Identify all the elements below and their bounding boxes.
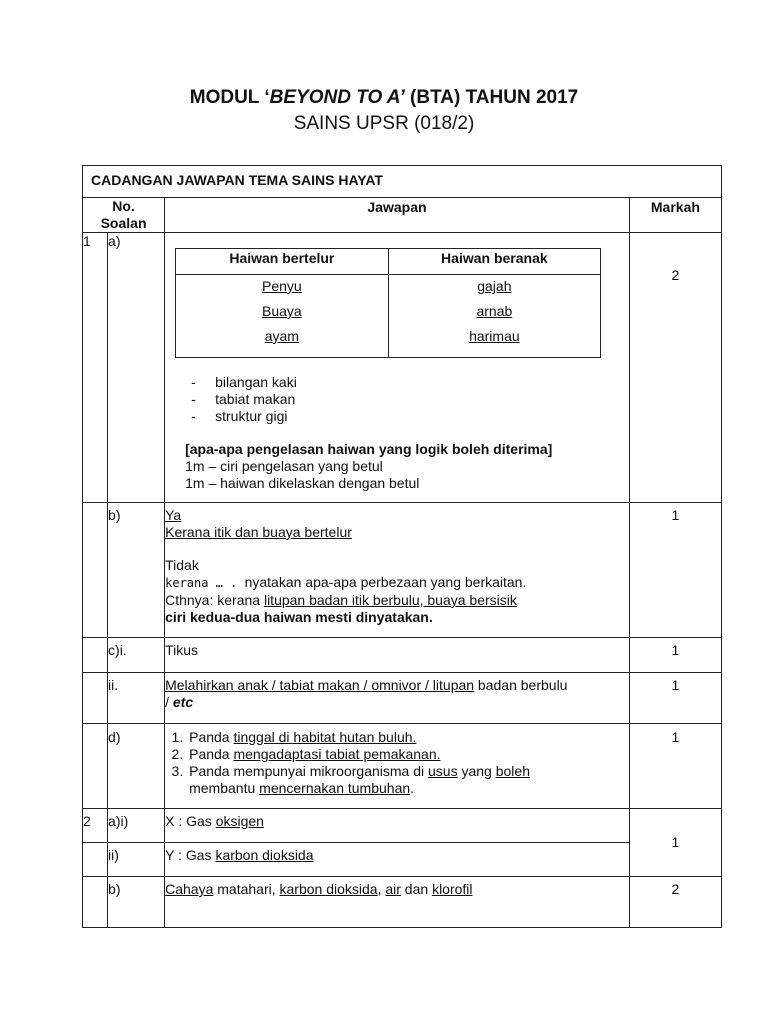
marking-notes <box>185 441 629 492</box>
header-no-soalan-text: No. Soalan <box>100 198 147 231</box>
answer-ya-reason: Kerana itik dan buaya bertelur <box>165 524 352 540</box>
answer-underline: klorofil <box>432 881 473 897</box>
animal-egg: Buaya <box>262 303 302 319</box>
sub-question-label: a) <box>108 233 165 503</box>
row-q2ai <box>83 809 722 843</box>
question-number-empty <box>83 724 108 809</box>
document-subtitle: SAINS UPSR (018/2) <box>293 113 475 134</box>
item-prefix: Panda mempunyai mikroorganisma di <box>189 763 428 779</box>
answer-underline: oksigen <box>215 813 264 829</box>
cthnya-prefix: Cthnya: kerana <box>165 592 264 608</box>
section-title-row <box>83 166 722 198</box>
mark-cell: 2 <box>629 233 721 503</box>
answer-item <box>187 746 629 763</box>
item-prefix: membantu <box>189 780 260 796</box>
mark-cell: 1 <box>629 503 721 638</box>
classification-row <box>176 328 600 357</box>
classification-table <box>176 249 600 357</box>
answer-underline: karbon dioksida <box>279 881 378 897</box>
answer-cell <box>165 673 630 724</box>
item-mid: yang <box>457 763 496 779</box>
answer-cthnya <box>165 592 629 609</box>
section-title: CADANGAN JAWAPAN TEMA SAINS HAYAT <box>83 166 722 198</box>
sub-question-label: b) <box>108 503 165 638</box>
answer-list <box>165 729 629 797</box>
row-q2aii <box>83 843 722 877</box>
classification-table-box <box>175 248 601 358</box>
question-number-empty <box>83 638 108 673</box>
answer-cell <box>165 503 630 638</box>
title-italic: BEYOND TO A’ <box>269 87 405 108</box>
answer-item <box>187 729 629 746</box>
answer-continued: badan berbulu <box>474 677 568 693</box>
answer-cell <box>165 233 630 503</box>
answer-cell <box>165 843 630 877</box>
animal-birth: arnab <box>476 303 513 319</box>
classification-row <box>176 275 600 304</box>
header-row <box>83 198 722 233</box>
header-markah: Markah <box>629 198 721 233</box>
sub-question-label: ii) <box>108 843 165 877</box>
sub-question-label: b) <box>108 877 165 928</box>
row-q1ci <box>83 638 722 673</box>
note-line: 1m – ciri pengelasan yang betul <box>185 458 383 474</box>
answer-cell: Tikus <box>165 638 630 673</box>
header-beranak: Haiwan beranak <box>388 249 600 275</box>
answer-bold-note: ciri kedua-dua haiwan mesti dinyatakan. <box>165 609 433 625</box>
answer-underline: karbon dioksida <box>215 847 314 863</box>
document-title <box>0 86 768 110</box>
kerana-prefix: kerana … . <box>165 576 245 590</box>
item-prefix: Panda <box>189 729 234 745</box>
animal-egg: ayam <box>264 328 299 344</box>
classification-row <box>176 303 600 328</box>
mark-cell: 2 <box>629 877 721 928</box>
mark-cell: 1 <box>629 638 721 673</box>
item-underline: mengadaptasi tabiat pemakanan. <box>233 746 441 762</box>
row-q1d <box>83 724 722 809</box>
note-bold: [apa-apa pengelasan haiwan yang logik boleh diterima] <box>185 441 553 457</box>
row-q1b <box>83 503 722 638</box>
mark-cell: 1 <box>629 724 721 809</box>
row-q1a <box>83 233 722 503</box>
answer-text: , <box>377 881 386 897</box>
answer-etc: etc <box>172 694 194 710</box>
criteria-item: - struktur gigi <box>191 408 629 425</box>
answer-cell <box>165 724 630 809</box>
question-number-empty <box>83 843 108 877</box>
answer-text: dan <box>400 881 433 897</box>
answer-tidak: Tidak <box>165 557 199 573</box>
cthnya-underline: litupan badan itik berbulu, buaya bersisik <box>263 592 517 608</box>
answer-kerana <box>165 574 629 592</box>
item-underline: mencernakan tumbuhan <box>259 780 411 796</box>
item-underline: boleh <box>495 763 530 779</box>
sub-question-label: a)i) <box>108 809 165 843</box>
mark-cell: 1 <box>629 673 721 724</box>
question-number: 1 <box>83 233 108 503</box>
answer-underline: Cahaya <box>165 881 214 897</box>
question-number-empty <box>83 503 108 638</box>
answer-underline: air <box>385 881 401 897</box>
answer-ya: Ya <box>165 507 182 523</box>
row-q1cii <box>83 673 722 724</box>
animal-birth: gajah <box>477 278 512 294</box>
note-line: 1m – haiwan dikelaskan dengan betul <box>185 475 420 491</box>
question-number: 2 <box>83 809 108 843</box>
answer-item <box>187 763 629 797</box>
item-underline: usus <box>428 763 458 779</box>
criteria-item: - tabiat makan <box>191 391 629 408</box>
kerana-rest: nyatakan apa-apa perbezaan yang berkaitan. <box>244 574 527 590</box>
answer-table <box>82 165 722 928</box>
criteria-list <box>191 374 629 425</box>
item-suffix: . <box>410 780 415 796</box>
answer-cell <box>165 809 630 843</box>
answer-prefix: Y : Gas <box>165 847 216 863</box>
header-bertelur: Haiwan bertelur <box>176 249 388 275</box>
item-underline: tinggal di habitat hutan buluh. <box>233 729 417 745</box>
header-jawapan: Jawapan <box>165 198 630 233</box>
sub-question-label: ii. <box>108 673 165 724</box>
row-q2b <box>83 877 722 928</box>
criteria-item: - bilangan kaki <box>191 374 629 391</box>
answer-underlined: Melahirkan anak / tabiat makan / omnivor / litupan <box>165 677 475 693</box>
title-suffix: (BTA) TAHUN 2017 <box>404 87 579 108</box>
classification-header <box>176 249 600 275</box>
answer-slash: / <box>165 694 173 710</box>
answer-prefix: X : Gas <box>165 813 216 829</box>
answer-text: matahari, <box>213 881 280 897</box>
header-no-soalan <box>83 198 165 233</box>
sub-question-label: d) <box>108 724 165 809</box>
mark-cell: 1 <box>629 809 721 877</box>
animal-egg: Penyu <box>262 278 302 294</box>
item-prefix: Panda <box>189 746 234 762</box>
animal-birth: harimau <box>469 328 520 344</box>
sub-question-label: c)i. <box>108 638 165 673</box>
question-number-empty <box>83 673 108 724</box>
answer-cell <box>165 877 630 928</box>
title-prefix: MODUL ‘ <box>189 87 270 108</box>
question-number-empty <box>83 877 108 928</box>
